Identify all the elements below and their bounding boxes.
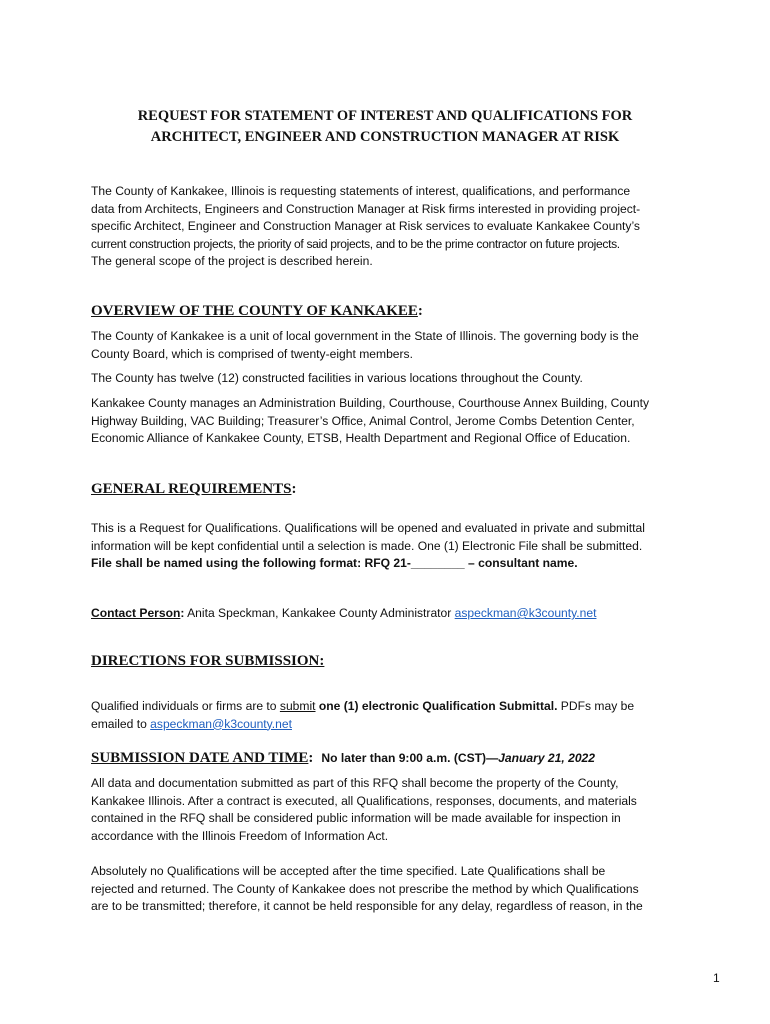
overview-line: The County of Kankakee is a unit of local government in the State of Illinois. The governing body is the <box>91 329 639 343</box>
contact-person: Contact Person: Anita Speckman, Kankakee County Administrator aspeckman@k3county.net <box>91 606 597 620</box>
submission-heading: SUBMISSION DATE AND TIME: No later than 9:00 a.m. (CST)—January 21, 2022 <box>91 750 595 766</box>
title-line-2: ARCHITECT, ENGINEER AND CONSTRUCTION MANAGER AT RISK <box>150 129 620 145</box>
intro-line: data from Architects, Engineers and Construction Manager at Risk firms interested in providing project- <box>91 201 641 216</box>
document-title <box>60 106 710 148</box>
submission-time: No later than 9:00 a.m. (CST)— <box>321 751 499 765</box>
overview-line: Economic Alliance of Kankakee County, ETSB, Health Department and Regional Office of Education. <box>91 431 631 445</box>
overview-heading: OVERVIEW OF THE COUNTY OF KANKAKEE: <box>91 303 423 319</box>
intro-line: The general scope of the project is described herein. <box>91 254 373 268</box>
submission-line: rejected and returned. The County of Kankakee does not prescribe the method by which Qualifications <box>91 881 639 896</box>
intro-line: specific Architect, Engineer and Construction Manager at Risk services to evaluate Kankakee County’s <box>91 219 640 233</box>
intro-line: current construction projects, the priority of said projects, and to be the prime contractor on future projects. <box>91 236 620 251</box>
submission-line: Absolutely no Qualifications will be accepted after the time specified. Late Qualifications shall be <box>91 864 606 878</box>
overview-line: County Board, which is comprised of twenty-eight members. <box>91 346 413 361</box>
submission-paragraph-2 <box>91 863 691 916</box>
intro-line: The County of Kankakee, Illinois is requesting statements of interest, qualifications, and performance <box>91 184 631 198</box>
submission-line: accordance with the Illinois Freedom of Information Act. <box>91 828 389 843</box>
overview-line: Kankakee County manages an Administration Building, Courthouse, Courthouse Annex Building, County <box>91 396 650 410</box>
submission-line: are to be transmitted; therefore, it cannot be held responsible for any delay, regardless of reason, in the <box>91 899 643 913</box>
directions-heading: DIRECTIONS FOR SUBMISSION: <box>91 653 325 669</box>
submission-line: Kankakee Illinois. After a contract is executed, all Qualifications, responses, documents, and materials <box>91 793 637 808</box>
submission-line: All data and documentation submitted as part of this RFQ shall become the property of the County, <box>91 776 619 790</box>
contact-text: Anita Speckman, Kankakee County Administrator <box>184 606 455 620</box>
intro-paragraph <box>91 183 691 271</box>
overview-paragraph-2: The County has twelve (12) constructed facilities in various locations throughout the County. <box>91 371 583 385</box>
submission-date: January 21, 2022 <box>498 751 595 765</box>
directions-email-link[interactable]: aspeckman@k3county.net <box>150 716 292 731</box>
submission-line: contained in the RFQ shall be considered public information will be made available for inspection in <box>91 811 621 825</box>
submission-paragraph-1 <box>91 775 691 845</box>
overview-paragraph-1 <box>91 328 691 363</box>
general-requirements-paragraph: This is a Request for Qualifications. Qualifications will be opened and evaluated in private and submittal information will be kept confidential until a selection is made. One (1) Electronic File shall be submitted. File shall be named using the following format: RFQ 21-________ – consultant name. <box>91 521 645 570</box>
contact-email-link[interactable]: aspeckman@k3county.net <box>454 606 597 620</box>
directions-paragraph: Qualified individuals or firms are to submit one (1) electronic Qualification Submittal. PDFs may be emailed to aspeckman@k3county.net <box>91 699 635 731</box>
overview-paragraph-3 <box>91 395 691 448</box>
overview-line: Highway Building, VAC Building; Treasurer’s Office, Animal Control, Jerome Combs Detention Center, <box>91 413 635 428</box>
contact-label: Contact Person <box>91 606 181 620</box>
title-line-1: REQUEST FOR STATEMENT OF INTEREST AND QUALIFICATIONS FOR <box>137 108 633 124</box>
general-requirements-heading: GENERAL REQUIREMENTS: <box>91 481 297 497</box>
page-number: 1 <box>713 971 720 985</box>
